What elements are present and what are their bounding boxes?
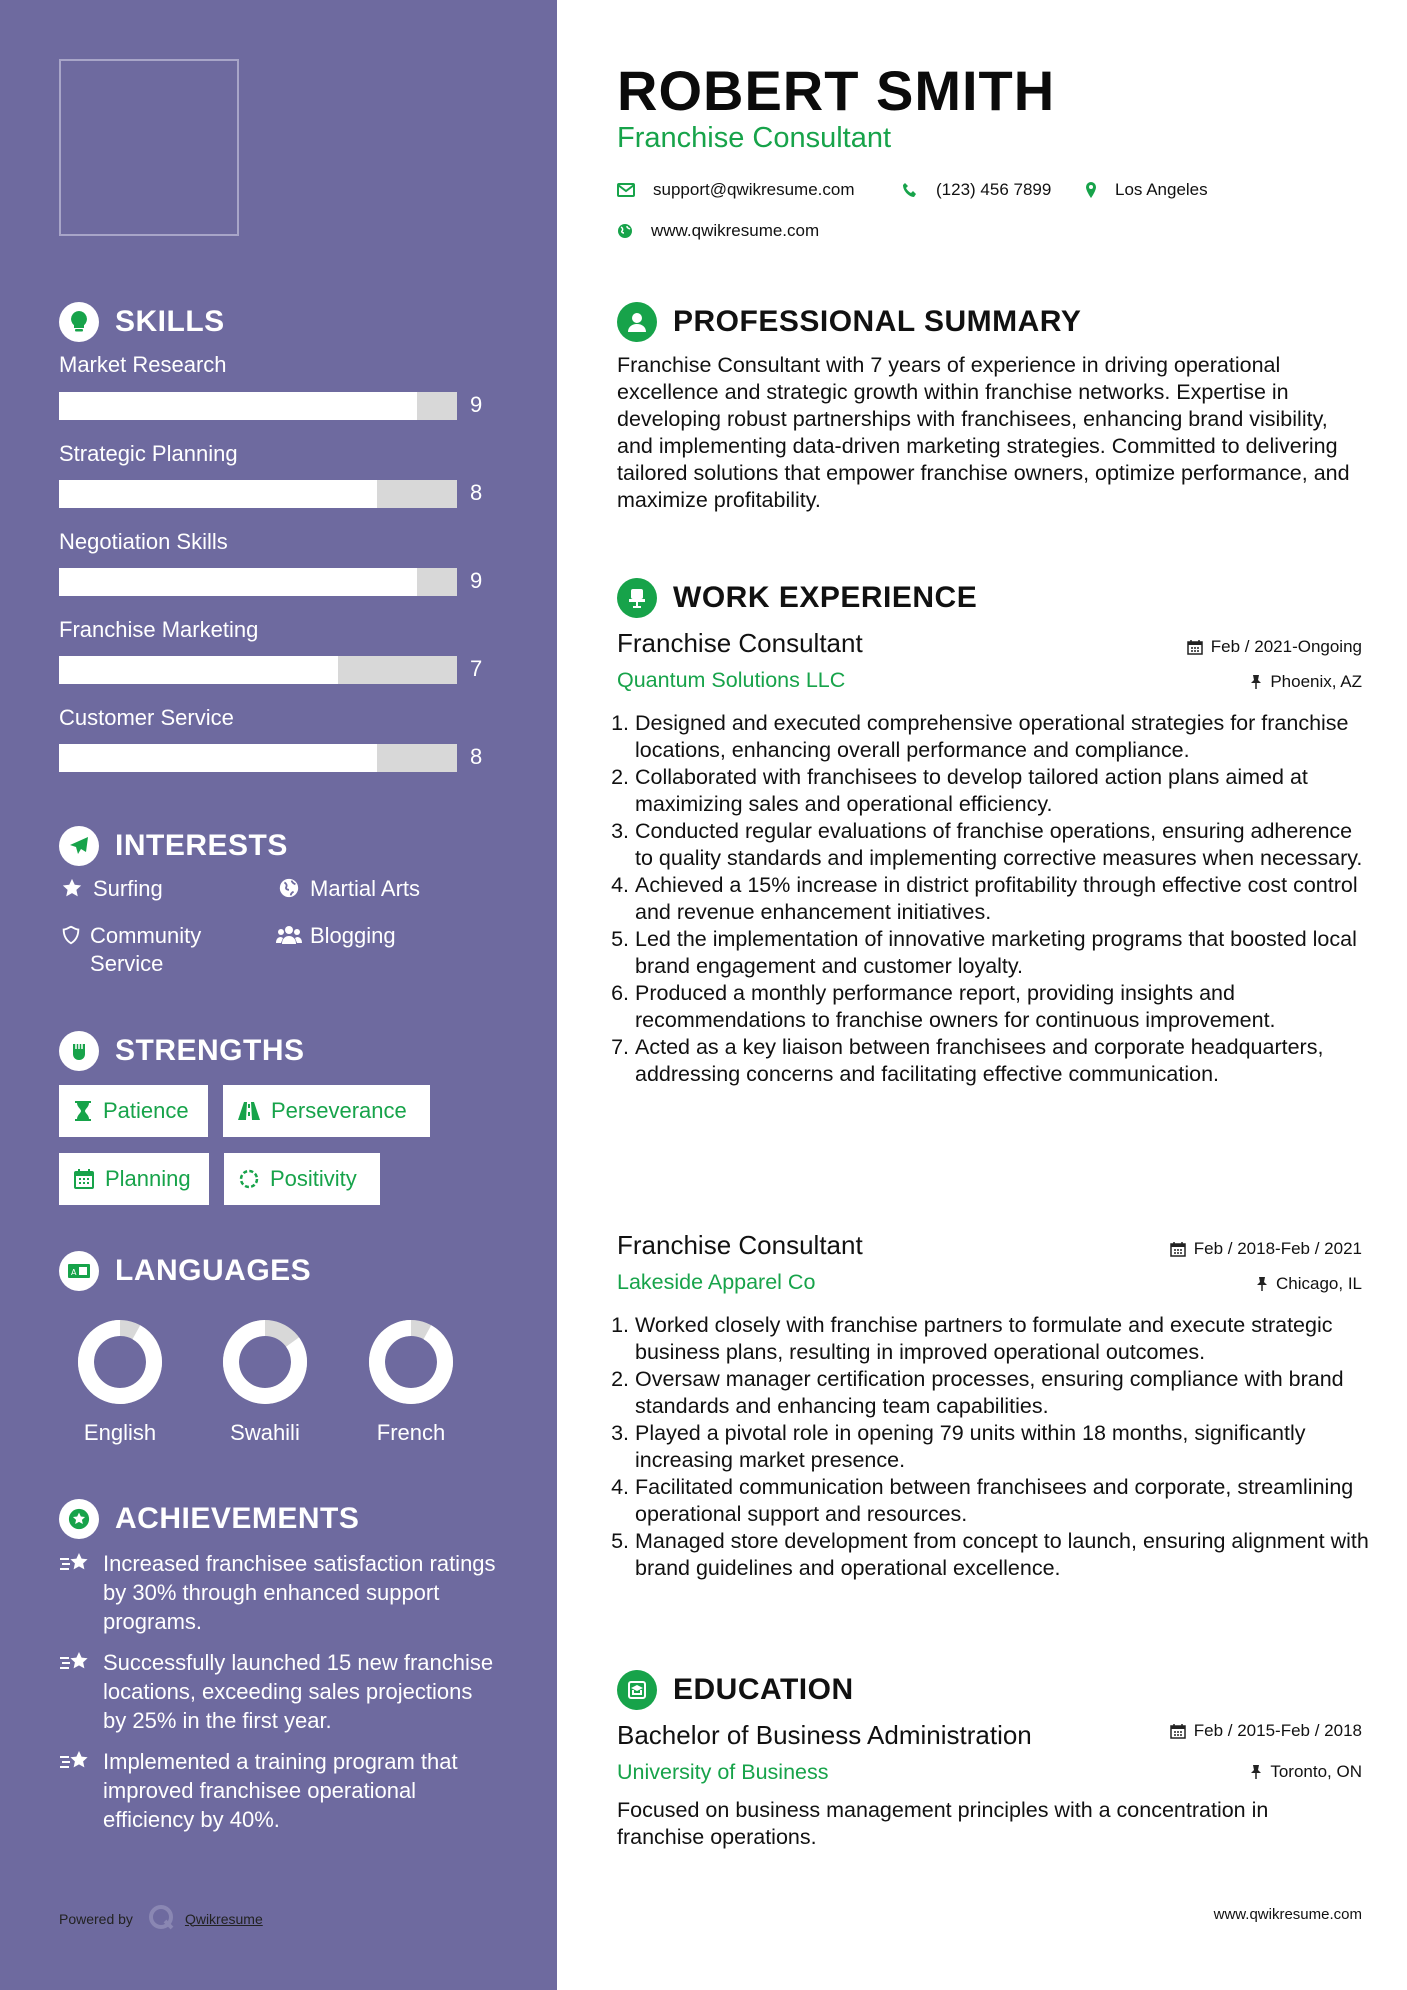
strengths-heading: STRENGTHS [59, 1031, 305, 1071]
achievement-item: Implemented a training program that improved franchisee operational efficiency by 40%. [59, 1747, 499, 1834]
star-badge-icon [59, 1499, 99, 1539]
star-icon [59, 877, 85, 899]
globe-icon [617, 223, 633, 239]
job-title: Franchise Consultant [617, 1230, 863, 1260]
interests-heading: INTERESTS [59, 826, 288, 866]
user-icon [617, 302, 657, 342]
sidebar [0, 0, 557, 1990]
job-location: Phoenix, AZ [1250, 672, 1362, 692]
skill-bar-fill [59, 744, 377, 772]
email-link[interactable]: support@qwikresume.com [653, 180, 855, 199]
skill-value: 9 [470, 568, 483, 593]
qwikresume-logo-icon [147, 1903, 175, 1934]
contact-phone: (123) 456 7899 [902, 180, 1051, 200]
interest-item: Community Service [59, 922, 259, 978]
skill-value: 8 [470, 744, 483, 769]
skill-bar [59, 656, 457, 684]
envelope-icon [617, 183, 635, 197]
skill-value: 7 [470, 656, 483, 681]
candidate-name: ROBERT SMITH [617, 59, 1056, 122]
language-chart [205, 1302, 325, 1427]
duty-item: 6. Produced a monthly performance report, providing insights and recommendations to franchise owners for continuous improvement. [635, 980, 1375, 1034]
achievements-heading: ACHIEVEMENTS [59, 1499, 359, 1539]
job-dates: Feb / 2021-Ongoing [1187, 637, 1362, 657]
skill-bar [59, 480, 457, 508]
shooting-star-icon [59, 1749, 93, 1834]
duty-item: 1. Worked closely with franchise partners to formulate and execute strategic business plans, resulting in improved operational outcomes. [635, 1312, 1375, 1366]
phone-icon [902, 182, 918, 198]
job-location: Chicago, IL [1256, 1274, 1362, 1294]
website-link[interactable]: www.qwikresume.com [651, 221, 820, 240]
summary-heading: PROFESSIONAL SUMMARY [617, 302, 1081, 342]
interest-item: Surfing [59, 875, 259, 903]
duty-item: 5. Managed store development from concept to launch, ensuring alignment with brand guidelines and operational excellence. [635, 1528, 1375, 1582]
duty-item: 2. Collaborated with franchisees to develop tailored action plans aimed at maximizing sales and operational efficiency. [635, 764, 1375, 818]
job-dates: Feb / 2018-Feb / 2021 [1170, 1239, 1362, 1259]
paper-plane-icon [59, 826, 99, 866]
language-label: French [376, 1420, 446, 1445]
skill-value: 9 [470, 392, 483, 417]
duty-item: 4. Achieved a 15% increase in district profitability through effective cost control and revenue enhancement initiatives. [635, 872, 1375, 926]
skill-value: 8 [470, 480, 483, 505]
language-chart [60, 1302, 180, 1427]
company-name: Quantum Solutions LLC [617, 668, 846, 692]
education-dates: Feb / 2015-Feb / 2018 [1170, 1721, 1362, 1741]
experience-heading: WORK EXPERIENCE [617, 578, 977, 618]
calendar-icon [73, 1168, 95, 1190]
skill-bar-fill [59, 480, 377, 508]
language-ring-fill [86, 1328, 154, 1396]
skill-label: Strategic Planning [59, 441, 238, 466]
job-title: Franchise Consultant [617, 628, 863, 658]
language-ring-fill [377, 1328, 445, 1396]
language-label: Swahili [230, 1420, 300, 1445]
calendar-icon [1170, 1241, 1186, 1257]
lightbulb-icon [59, 302, 99, 342]
skill-bar-fill [59, 656, 338, 684]
interest-item: Blogging [276, 922, 496, 950]
company-name: Lakeside Apparel Co [617, 1270, 816, 1294]
languages-heading: A LANGUAGES [59, 1251, 311, 1291]
school-name: University of Business [617, 1760, 829, 1784]
degree-title: Bachelor of Business Administration [617, 1720, 1032, 1750]
pushpin-icon [1250, 674, 1262, 690]
contact-location: Los Angeles [1085, 180, 1208, 200]
skill-label: Negotiation Skills [59, 529, 228, 554]
calendar-icon [1187, 639, 1203, 655]
duty-item: 3. Conducted regular evaluations of franchise operations, ensuring adherence to quality standards and implementing corrective measures when necessary. [635, 818, 1375, 872]
duty-item: 1. Designed and executed comprehensive operational strategies for franchise locations, enhancing overall performance and compliance. [635, 710, 1375, 764]
job-duties [617, 1312, 1375, 1582]
education-heading: EDUCATION [617, 1670, 854, 1710]
skill-bar [59, 568, 457, 596]
duty-item: 5. Led the implementation of innovative marketing programs that boosted local brand engagement and customer loyalty. [635, 926, 1375, 980]
skills-heading: SKILLS [59, 302, 225, 342]
map-pin-icon [1085, 181, 1097, 199]
shooting-star-icon [59, 1551, 93, 1636]
shield-icon [59, 924, 82, 946]
skill-label: Customer Service [59, 705, 234, 730]
fist-icon [59, 1031, 99, 1071]
skill-label: Market Research [59, 352, 227, 377]
pushpin-icon [1256, 1276, 1268, 1292]
skill-bar-fill [59, 568, 417, 596]
main-content [557, 0, 1407, 1990]
road-icon [237, 1101, 261, 1121]
education-location: Toronto, ON [1250, 1762, 1362, 1782]
briefcase-chair-icon [617, 578, 657, 618]
powered-by: Powered by Qwikresume [59, 1903, 263, 1934]
pushpin-icon [1250, 1764, 1262, 1780]
candidate-title: Franchise Consultant [617, 122, 892, 154]
education-description: Focused on business management principles with a concentration in franchise operations. [617, 1798, 1269, 1849]
language-chart [351, 1302, 471, 1427]
profile-photo-placeholder [59, 59, 239, 236]
graduation-icon [617, 1670, 657, 1710]
language-icon [59, 1251, 99, 1291]
interest-item: Martial Arts [276, 875, 496, 903]
shooting-star-icon [59, 1650, 93, 1735]
strength-badge: Perseverance [223, 1085, 430, 1137]
strength-badge: Planning [59, 1153, 209, 1205]
skill-bar-fill [59, 392, 417, 420]
skill-bar [59, 392, 457, 420]
hourglass-icon [73, 1100, 93, 1122]
duty-item: 3. Played a pivotal role in opening 79 units within 18 months, significantly increasing market presence. [635, 1420, 1375, 1474]
skill-label: Franchise Marketing [59, 617, 259, 642]
achievement-item: Increased franchisee satisfaction ratings by 30% through enhanced support programs. [59, 1549, 499, 1636]
duty-item: 2. Oversaw manager certification processes, ensuring compliance with brand standards and enhancing team capabilities. [635, 1366, 1375, 1420]
strength-badge: Positivity [224, 1153, 380, 1205]
duty-item: 4. Facilitated communication between franchisees and corporate, streamlining operational support and resources. [635, 1474, 1375, 1528]
strength-badge: Patience [59, 1085, 208, 1137]
qwikresume-link[interactable]: Qwikresume [184, 1910, 263, 1927]
users-icon [276, 924, 302, 946]
svg-text:A: A [71, 1268, 77, 1277]
language-label: English [83, 1420, 157, 1445]
contact-website [617, 221, 819, 241]
summary-text: Franchise Consultant with 7 years of experience in driving operational excellence and strategic growth within franchise networks. Expertise in developing robust partnerships with franchisees, enhancing brand visibility, and implementing data-driven marketing strategies. Committed to delivering tailored solutions that empower franchise owners, optimize performance, and maximize profitability. [617, 353, 1350, 512]
circle-notch-icon [238, 1168, 260, 1190]
skill-bar [59, 744, 457, 772]
globe-icon [276, 877, 302, 899]
footer-url[interactable]: www.qwikresume.com [1213, 1906, 1362, 1923]
job-duties [617, 710, 1375, 1088]
contact-email [617, 180, 855, 200]
achievement-item: Successfully launched 15 new franchise locations, exceeding sales projections by 25% in the first year. [59, 1648, 499, 1735]
duty-item: 7. Acted as a key liaison between franchisees and corporate headquarters, addressing concerns and facilitating effective communication. [635, 1034, 1375, 1088]
calendar-icon [1170, 1723, 1186, 1739]
